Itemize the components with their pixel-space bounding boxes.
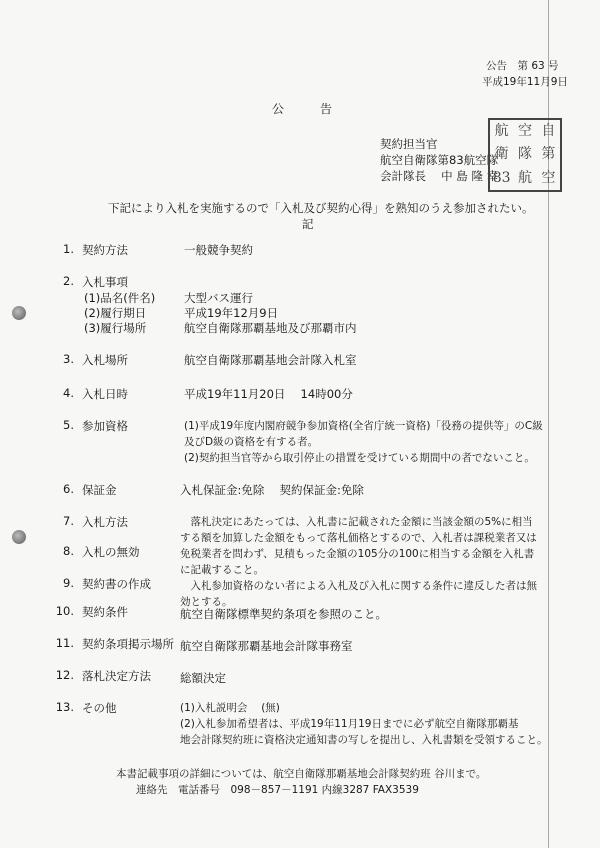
item-2-sub2-label: (2)履行期日 — [84, 306, 147, 320]
item-13-label: その他 — [82, 701, 117, 715]
item-5-label: 参加資格 — [82, 419, 128, 433]
item-5-line3: (2)契約担当官等から取引停止の措置を受けている期間中の者でないこと。 — [184, 452, 535, 464]
item-7-8-line2: する額を加算した金額をもって落札価格とするので、入札者は課税業者又は — [180, 532, 537, 544]
seal-char: 航 — [517, 169, 532, 186]
item-5-number: 5. — [63, 418, 74, 432]
item-1-number: 1. — [63, 242, 74, 256]
item-11-label: 契約条項掲示場所 — [82, 637, 174, 651]
item-13-line3: 地会計隊契約班に資格決定通知書の写しを提出し、入札書類を受領すること。 — [180, 734, 548, 746]
item-8-number: 8. — [63, 544, 74, 558]
ki-heading: 記 — [302, 217, 314, 231]
item-6-number: 6. — [63, 482, 74, 496]
item-12-label: 落札決定方法 — [82, 669, 151, 683]
item-10-value: 航空自衛隊標準契約条項を参照のこと。 — [180, 607, 387, 621]
seal-char: 衛 — [494, 146, 509, 163]
item-6-label: 保証金 — [82, 483, 117, 497]
item-1-value: 一般競争契約 — [184, 243, 253, 257]
punch-hole-top — [12, 306, 26, 320]
item-3-number: 3. — [63, 352, 74, 366]
item-11-value: 航空自衛隊那覇基地会計隊事務室 — [180, 639, 353, 653]
item-5-line1: (1)平成19年度内閣府競争参加資格(全省庁統一資格)「役務の提供等」のC級 — [184, 420, 543, 432]
item-7-8-line4: に記載すること。 — [180, 564, 264, 576]
item-13-line1: (1)入札説明会 (無) — [180, 702, 280, 714]
issuer-org: 航空自衛隊第83航空隊 — [380, 153, 499, 167]
item-6-value: 入札保証金:免除 契約保証金:免除 — [180, 483, 364, 497]
item-7-8-line1: 落札決定にあたっては、入札書に記載された金額に当該金額の5%に相当 — [180, 516, 533, 528]
item-2-sub3-value: 航空自衛隊那覇基地及び那覇市内 — [184, 321, 357, 335]
issuer-role: 契約担当官 — [380, 137, 438, 151]
item-2-sub1-label: (1)品名(件名) — [84, 291, 156, 305]
item-2-label: 入札事項 — [82, 275, 128, 289]
notice-number: 公告 第 63 号 — [486, 60, 559, 72]
item-7-number: 7. — [63, 514, 74, 528]
footer-phone: 連絡先 電話番号 098－857－1191 内線3287 FAX3539 — [136, 784, 419, 796]
item-2-sub1-value: 大型バス運行 — [184, 291, 253, 305]
official-seal — [488, 118, 562, 192]
intro-text: 下記により入札を実施するので「入札及び契約心得」を熟知のうえ参加されたい。 — [108, 201, 534, 215]
item-10-number: 10. — [55, 604, 74, 618]
seal-char: 第 — [541, 146, 556, 163]
item-13-line2: (2)入札参加希望者は、平成19年11月19日までに必ず航空自衛隊那覇基 — [180, 718, 519, 730]
seal-char: 空 — [517, 123, 532, 139]
item-4-label: 入札日時 — [82, 387, 128, 401]
seal-char: 自 — [541, 123, 556, 139]
item-9-line2: 効とする。 — [180, 596, 233, 608]
item-3-value: 航空自衛隊那覇基地会計隊入札室 — [184, 353, 357, 367]
item-7-8-line3: 免税業者を問わず、見積もった金額の105分の100に相当する金額を入札書 — [180, 548, 535, 560]
item-13-number: 13. — [55, 700, 74, 714]
item-2-sub2-value: 平成19年12月9日 — [184, 306, 279, 320]
seal-char: 隊 — [517, 146, 532, 163]
seal-char: 航 — [494, 123, 509, 139]
punch-hole-bottom — [12, 530, 26, 544]
item-9-line1: 入札参加資格のない者による入札及び入札に関する条件に違反した者は無 — [180, 580, 537, 592]
item-9-label: 契約書の作成 — [82, 577, 151, 591]
item-12-number: 12. — [55, 668, 74, 682]
item-11-number: 11. — [55, 636, 74, 650]
item-5-line2: 及びD級の資格を有する者。 — [184, 436, 319, 448]
item-7-label: 入札方法 — [82, 515, 128, 529]
item-2-number: 2. — [63, 274, 74, 288]
item-12-value: 総額決定 — [180, 671, 226, 685]
footer-contact-note: 本書記載事項の詳細については、航空自衛隊那覇基地会計隊契約班 谷川まで。 — [116, 768, 487, 780]
item-9-number: 9. — [63, 576, 74, 590]
item-2-sub3-label: (3)履行場所 — [84, 321, 147, 335]
page-title: 公 告 — [272, 102, 333, 116]
seal-char: 83 — [492, 169, 511, 186]
item-8-label: 入札の無効 — [82, 545, 140, 559]
item-3-label: 入札場所 — [82, 353, 128, 367]
notice-date: 平成19年11月9日 — [482, 76, 568, 88]
item-10-label: 契約条件 — [82, 605, 128, 619]
seal-char: 空 — [541, 169, 556, 186]
item-4-value: 平成19年11月20日 14時00分 — [184, 387, 353, 401]
item-4-number: 4. — [63, 386, 74, 400]
issuer-name: 会計隊長 中 島 隆 幸 — [380, 169, 499, 183]
item-1-label: 契約方法 — [82, 243, 128, 257]
